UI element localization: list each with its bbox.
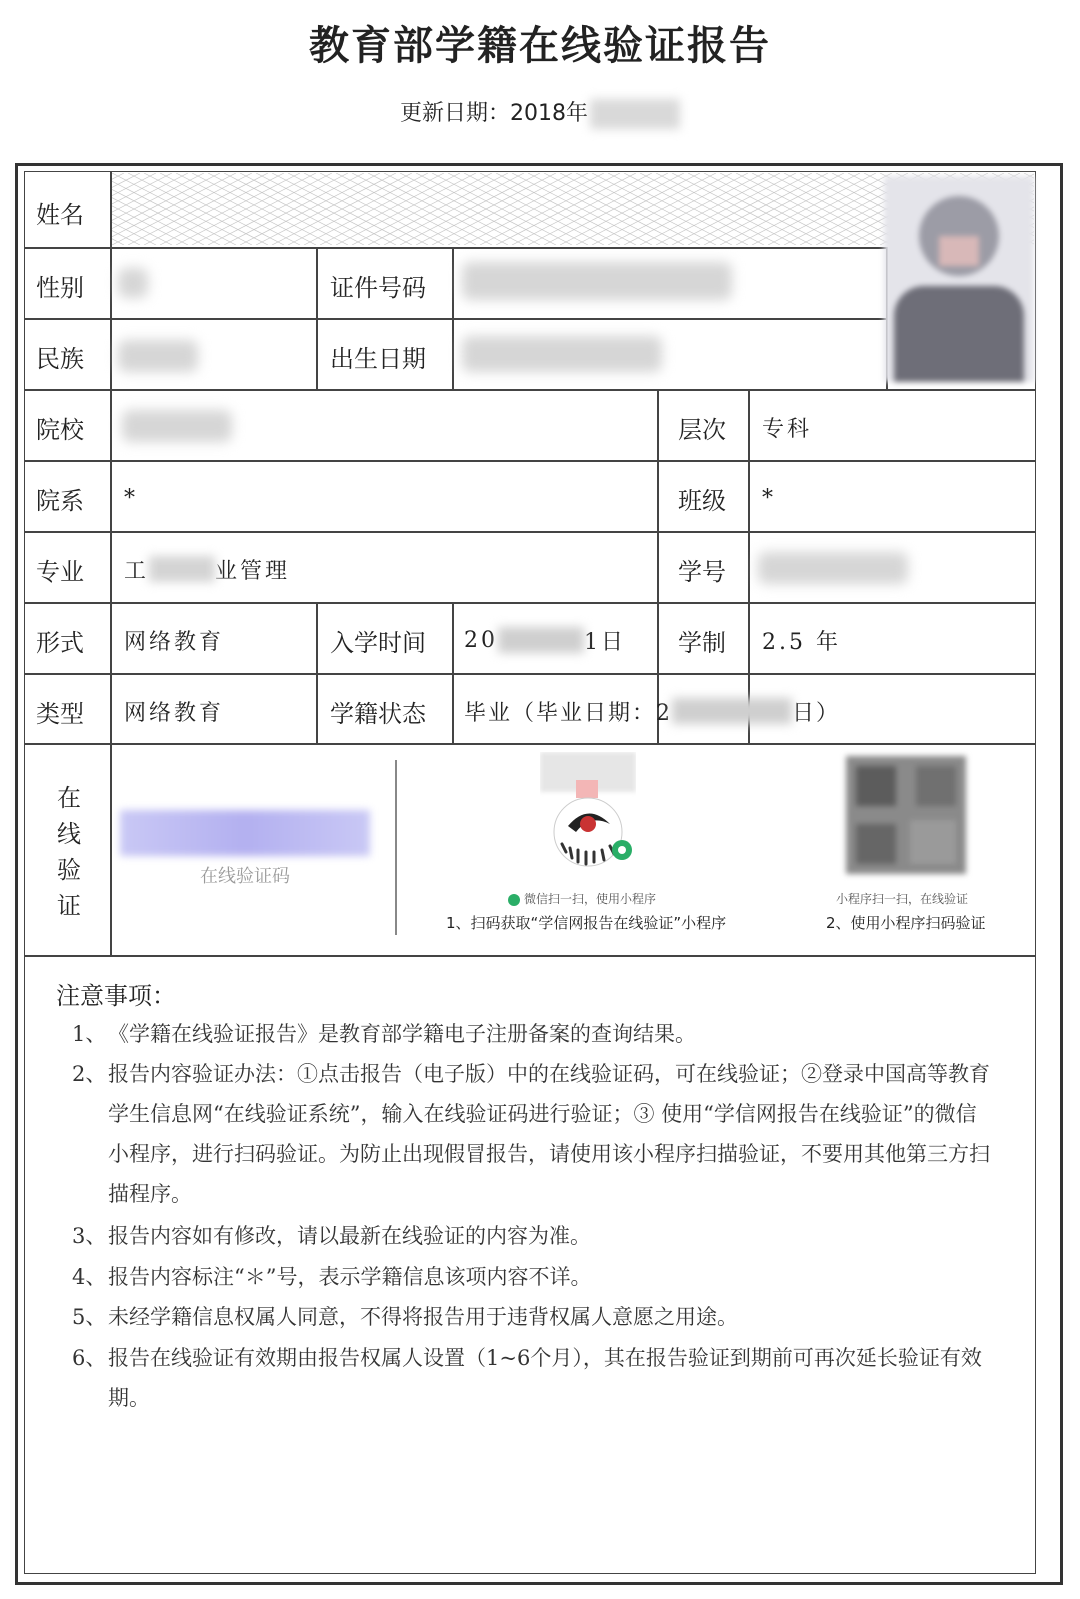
redacted-gender (118, 268, 148, 298)
row-divider (24, 247, 886, 249)
redacted-birth-date (462, 336, 662, 372)
note-text: 未经学籍信息权属人同意，不得将报告用于违背权属人意愿之用途。 (108, 1305, 738, 1329)
level-value: 专科 (762, 416, 813, 442)
note-number: 4、 (72, 1265, 107, 1289)
note-item (72, 1014, 992, 1054)
status-value-start: 毕业（毕业日期：2 (464, 700, 672, 726)
duration-value: 2.5 年 (762, 629, 841, 655)
note-item (72, 1297, 992, 1337)
note-item (72, 1054, 992, 1214)
enrollment-date-end: 1日 (584, 629, 626, 655)
qr1-caption (508, 890, 656, 907)
department-value: * (124, 485, 138, 511)
report-title: 教育部学籍在线验证报告 (309, 23, 771, 69)
note-text: 《学籍在线验证报告》是教育部学籍电子注册备案的查询结果。 (108, 1022, 696, 1046)
verify-char: 在 (57, 784, 81, 812)
class-value: * (762, 485, 776, 511)
row-divider (24, 531, 1036, 533)
student-number-label: 学号 (678, 557, 726, 586)
major-value (124, 534, 290, 604)
note-number: 1、 (72, 1022, 107, 1046)
col-divider (316, 602, 318, 743)
major-value-end: 业管理 (215, 558, 291, 584)
note-item (72, 1257, 992, 1297)
study-type-value: 网络教育 (124, 700, 225, 726)
note-number: 5、 (72, 1305, 107, 1329)
verify-char: 线 (57, 820, 81, 848)
note-text: 报告内容如有修改，请以最新在线验证的内容为准。 (108, 1224, 591, 1248)
update-date-label: 更新日期：2018年 (400, 101, 588, 126)
school-label: 院校 (36, 415, 84, 444)
col-divider (452, 602, 454, 743)
mini-program-qr-code[interactable] (540, 752, 636, 870)
step2-caption: 2、使用小程序扫码验证 (826, 914, 986, 932)
redacted-student-number (758, 552, 908, 584)
redacted-graduation-date (672, 698, 792, 724)
step1-caption: 1、扫码获取“学信网报告在线验证”小程序 (446, 914, 727, 932)
note-number: 2、 (72, 1062, 107, 1086)
update-date (0, 96, 1080, 129)
status-label: 学籍状态 (330, 699, 426, 728)
gender-label: 性别 (36, 273, 84, 302)
col-divider (452, 247, 454, 389)
study-form-label: 形式 (36, 628, 84, 657)
major-value-start: 工 (124, 558, 150, 584)
col-divider (316, 247, 318, 389)
duration-label: 学制 (678, 628, 726, 657)
status-value (464, 676, 840, 746)
online-verify-label (54, 780, 84, 924)
notes-title: 注意事项： (56, 982, 176, 1010)
enrollment-date-label: 入学时间 (330, 628, 426, 657)
note-item (72, 1216, 992, 1256)
major-label: 专业 (36, 557, 84, 586)
enrollment-date-start: 20 (464, 627, 498, 653)
redacted-ethnicity (118, 340, 198, 372)
class-label: 班级 (678, 486, 726, 515)
wechat-icon (508, 894, 520, 906)
note-text: 报告在线验证有效期由报告权属人设置（1~6个月），其在报告验证到期前可再次延长验证有效期。 (108, 1346, 982, 1410)
note-item (72, 1338, 992, 1418)
note-text: 报告内容标注“＊”号，表示学籍信息该项内容不详。 (108, 1265, 592, 1289)
verify-char: 验 (57, 856, 81, 884)
enrollment-date-value (464, 605, 626, 675)
verification-code[interactable] (120, 810, 370, 856)
col-divider (395, 760, 397, 935)
col-divider (110, 171, 112, 955)
verification-code-caption: 在线验证码 (200, 866, 290, 887)
redacted-enrollment-part (498, 627, 584, 653)
name-label: 姓名 (36, 200, 84, 229)
note-number: 6、 (72, 1346, 107, 1370)
redacted-id-number (462, 262, 732, 300)
level-label: 层次 (678, 415, 726, 444)
redacted-major-part (149, 556, 215, 582)
birth-date-label: 出生日期 (330, 344, 426, 373)
id-number-label: 证件号码 (330, 273, 426, 302)
row-divider (24, 389, 1036, 391)
row-divider (24, 460, 1036, 462)
ethnicity-label: 民族 (36, 344, 84, 373)
qr2-caption: 小程序扫一扫，在线验证 (836, 892, 969, 906)
redacted-school (122, 410, 232, 442)
note-text: 报告内容验证办法：①点击报告（电子版）中的在线验证码，可在线验证；②登录中国高等教育学生信息网“在线验证系统”，输入在线验证码进行验证；③ 使用“学信网报告在线验证”的微信小程序，进行扫码验证。为防止出现假冒报告，请使用该小程序扫描验证，不要用其他第三方扫描程序。 (108, 1062, 990, 1206)
verify-char: 证 (57, 892, 81, 920)
status-value-end: 日） (792, 700, 841, 726)
redacted-date (590, 99, 680, 129)
verification-qr-code[interactable] (846, 756, 966, 874)
row-divider (24, 318, 886, 320)
note-number: 3、 (72, 1224, 107, 1248)
row-divider (24, 955, 1036, 957)
department-label: 院系 (36, 486, 84, 515)
study-type-label: 类型 (36, 699, 84, 728)
student-photo (884, 176, 1034, 382)
study-form-value: 网络教育 (124, 629, 225, 655)
qr1-caption-text: 微信扫一扫，使用小程序 (524, 892, 657, 906)
